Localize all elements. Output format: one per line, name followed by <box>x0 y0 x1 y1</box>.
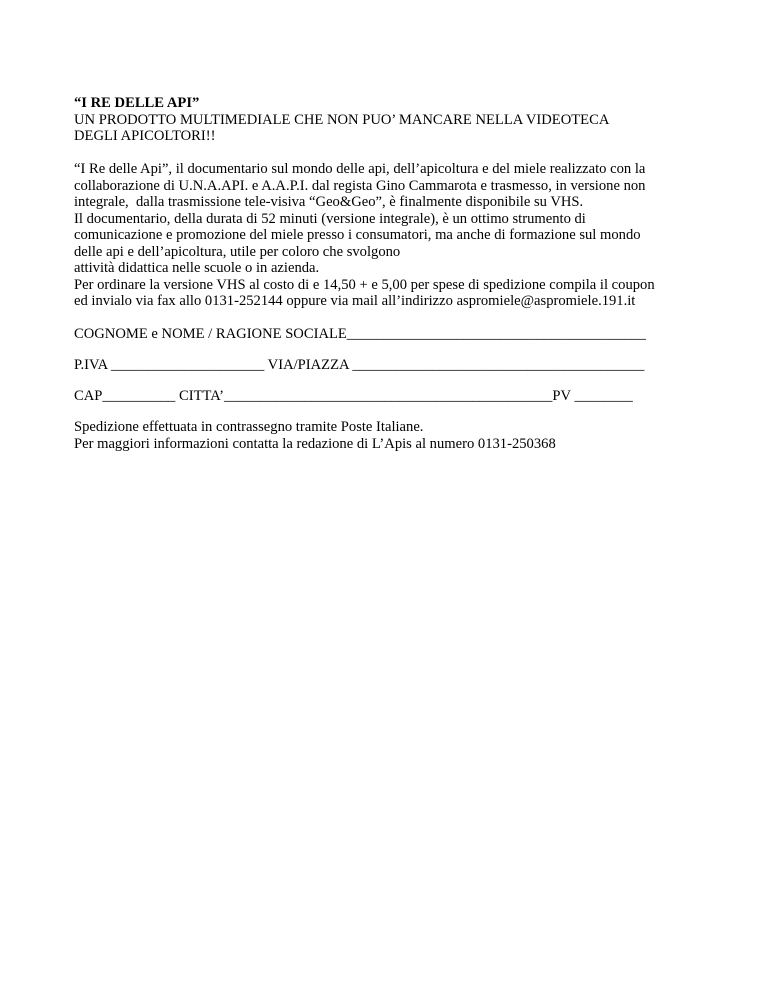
body-line: Il documentario, della durata di 52 minuti (versione integrale), è un ottimo strumento di <box>74 210 586 227</box>
body-paragraph <box>74 161 704 310</box>
spacer <box>74 343 704 358</box>
body-line: attività didattica nelle scuole o in azienda. <box>74 260 320 276</box>
body-line: collaborazione di U.N.A.API. e A.A.P.I. dal regista Gino Cammarota e trasmesso, in versione non <box>74 177 646 194</box>
name-field: COGNOME e NOME / RAGIONE SOCIALE_________________________________________ <box>74 326 646 342</box>
piva-address-field: P.IVA _____________________ VIA/PIAZZA ________________________________________ <box>74 357 645 373</box>
footer-line: Spedizione effettuata in contrassegno tramite Poste Italiane. <box>74 419 424 435</box>
body-line: delle api e dell’apicoltura, utile per coloro che svolgono <box>74 243 401 260</box>
spacer <box>74 145 704 162</box>
document-page <box>74 95 704 452</box>
document-title: “I RE DELLE API” <box>74 95 200 111</box>
spacer <box>74 310 704 327</box>
footer-line: Per maggiori informazioni contatta la redazione di L’Apis al numero 0131-250368 <box>74 435 556 452</box>
body-line: ed invialo via fax allo 0131-252144 oppure via mail all’indirizzo aspromiele@aspromiele.191.it <box>74 293 636 309</box>
subtitle-line: UN PRODOTTO MULTIMEDIALE CHE NON PUO’ MANCARE NELLA VIDEOTECA <box>74 111 610 128</box>
body-line: Per ordinare la versione VHS al costo di e 14,50 + e 5,00 per spese di spedizione compila il coupon <box>74 276 655 293</box>
cap-city-field: CAP__________ CITTA’_____________________________________________PV ________ <box>74 388 633 404</box>
header-section <box>74 95 704 145</box>
body-line: integrale, dalla trasmissione tele-visiva “Geo&Geo”, è finalmente disponibile su VHS. <box>74 194 584 210</box>
spacer <box>74 405 704 420</box>
footer-section <box>74 419 704 452</box>
body-line: “I Re delle Api”, il documentario sul mondo delle api, dell’apicoltura e del miele realizzato con la <box>74 161 646 177</box>
body-line: comunicazione e promozione del miele presso i consumatori, ma anche di formazione sul mondo <box>74 227 641 243</box>
spacer <box>74 374 704 389</box>
order-form <box>74 326 704 405</box>
subtitle-line: DEGLI APICOLTORI!! <box>74 128 216 144</box>
